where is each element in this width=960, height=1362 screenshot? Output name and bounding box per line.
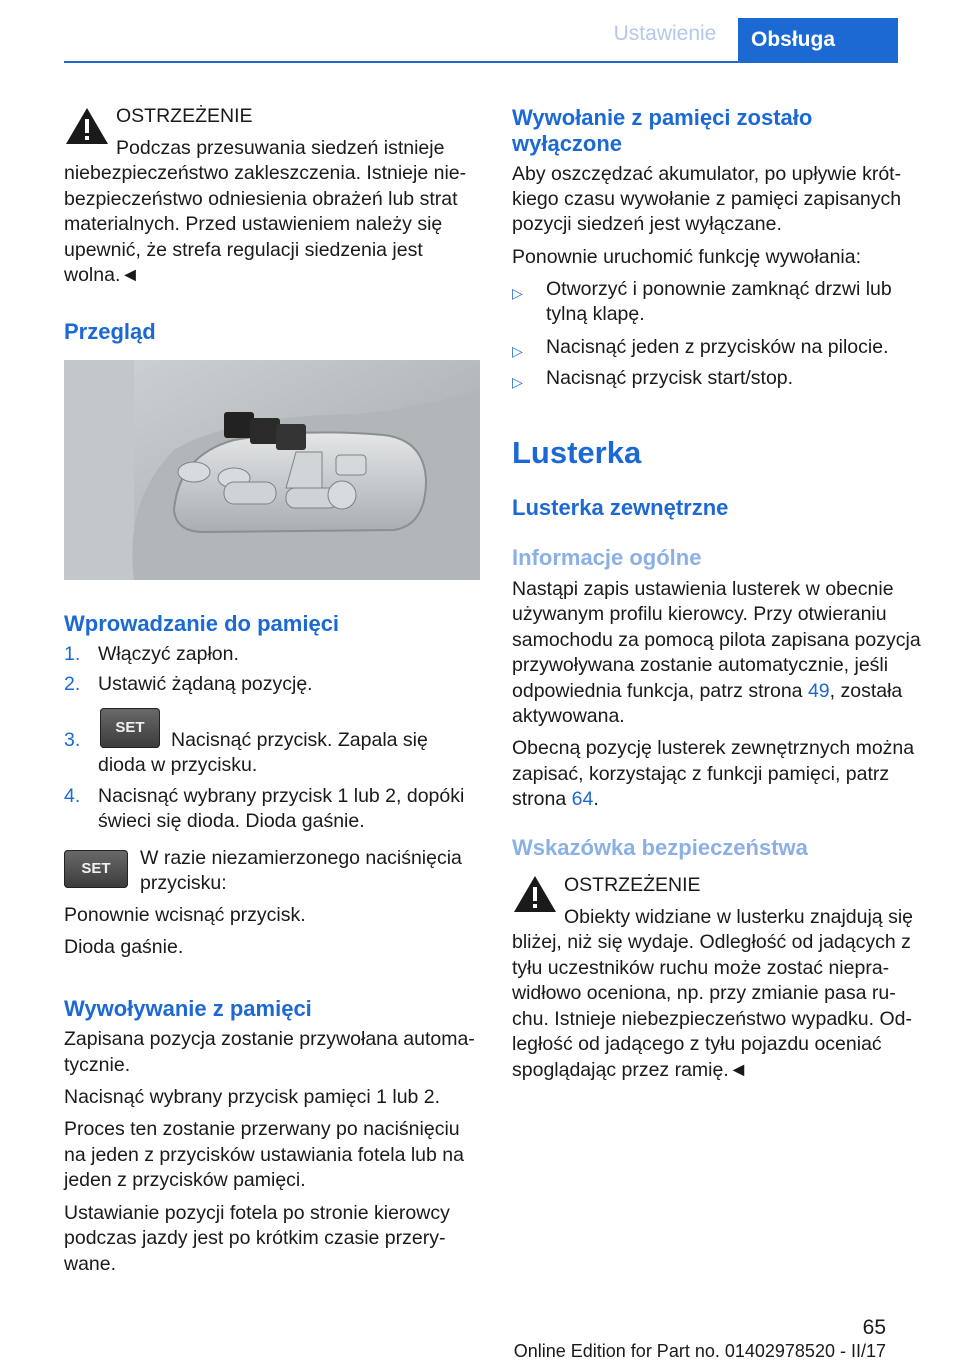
- overview-heading: Przegląd: [64, 319, 156, 344]
- recall-line: na jeden z przycisków ustawiania fotela lub na: [64, 1144, 464, 1166]
- set-note-line: przycisku:: [140, 872, 227, 894]
- general-line: Nastąpi zapis ustawienia lusterek w obecnie: [512, 578, 894, 600]
- recall-off-line: Ponownie uruchomić funkcję wywołania:: [512, 246, 862, 268]
- warning-line: Obiekty widziane w lusterku znajdują się: [564, 906, 914, 928]
- general-text: , została: [829, 680, 903, 702]
- header-section-label: Ustawienie: [613, 22, 717, 45]
- recall-off-heading: Wywołanie z pamięci zostało: [512, 105, 813, 130]
- warning-line: upewnić, że strefa regulacji siedzenia jest: [64, 239, 423, 261]
- warning-line: chu. Istnieje niebezpieczeństwo wypadku. Od‐: [512, 1008, 912, 1030]
- warning-title: OSTRZEŻENIE: [116, 105, 253, 127]
- warning-title: OSTRZEŻENIE: [564, 874, 701, 896]
- warning-line: ległość od jadącego z tyłu pojazdu oceniać: [512, 1033, 882, 1055]
- steps-list: [64, 642, 482, 842]
- recall-line: Proces ten zostanie przerwany po naciśnięciu: [64, 1118, 460, 1140]
- set-note-line: W razie niezamierzonego naciśnięcia: [140, 847, 462, 869]
- step-text: Nacisnąć przycisk. Zapala się: [171, 729, 428, 751]
- warning-line: materialnych. Przed ustawieniem należy się: [64, 213, 443, 235]
- bullet-triangle-icon: ▷: [512, 374, 523, 390]
- general-line: Obecną pozycję lusterek zewnętrznych można: [512, 737, 915, 759]
- mirrors-heading: Lusterka: [512, 435, 642, 470]
- safety-heading: Wskazówka bezpieczeństwa: [512, 835, 808, 860]
- recall-line: Zapisana pozycja zostanie przywołana automa‐: [64, 1028, 475, 1050]
- recall-line: jeden z przycisków pamięci.: [64, 1169, 306, 1191]
- warning-triangle-icon: [64, 106, 110, 146]
- warning-line: tyłu uczestników ruchu może zostać niepra‐: [512, 957, 890, 979]
- warning-line: wolna.◄: [64, 264, 140, 286]
- page-link-49[interactable]: 49: [807, 680, 830, 702]
- bullet-text: Nacisnąć przycisk start/stop.: [546, 367, 794, 389]
- set-button-label: SET: [81, 860, 111, 877]
- general-info-heading: Informacje ogólne: [512, 545, 702, 570]
- bullet-text: tylną klapę.: [546, 303, 645, 325]
- general-line: zapisać, korzystając z funkcji pamięci, patrz: [512, 763, 890, 785]
- bullet-triangle-icon: ▷: [512, 285, 523, 301]
- memory-heading: Wprowadzanie do pamięci: [64, 611, 340, 636]
- recall-off-heading: wyłączone: [512, 131, 623, 156]
- set-button-icon: [100, 708, 160, 748]
- bullet-list: [512, 277, 932, 397]
- step-text: Nacisnąć wybrany przycisk 1 lub 2, dopóki: [98, 785, 465, 807]
- recall-line: Ustawianie pozycji fotela po stronie kierowcy: [64, 1202, 450, 1224]
- recall-heading: Wywoływanie z pamięci: [64, 996, 312, 1021]
- recall-line: podczas jazdy jest po krótkim czasie przery‐: [64, 1227, 446, 1249]
- edition-line: Online Edition for Part no. 01402978520 - II/17: [513, 1341, 886, 1361]
- general-line: [512, 679, 902, 705]
- warning-line: widłowo oceniona, np. przy zmianie pasa ru‐: [512, 982, 896, 1004]
- step-text: Włączyć zapłon.: [98, 643, 239, 665]
- step-number: 1.: [64, 643, 81, 665]
- right-column: [512, 0, 932, 1300]
- bullet-text: Nacisnąć jeden z przycisków na pilocie.: [546, 336, 889, 358]
- general-text: strona: [512, 788, 572, 810]
- left-column: [64, 0, 482, 1300]
- recall-off-line: pozycji siedzeń jest wyłączane.: [512, 213, 782, 235]
- set-button-label: SET: [115, 719, 145, 736]
- page-number: 65: [862, 1316, 886, 1339]
- general-line: [512, 787, 599, 813]
- general-text: odpowiednia funkcja, patrz strona: [512, 680, 808, 702]
- general-line: aktywowana.: [512, 705, 625, 727]
- external-mirrors-heading: Lusterka zewnętrzne: [512, 495, 729, 520]
- warning-line: bezpieczeństwo odniesienia obrażeń lub strat: [64, 188, 458, 210]
- step-number: 3.: [64, 729, 81, 751]
- set-button-icon: [64, 850, 128, 888]
- recall-line: tycznie.: [64, 1054, 131, 1076]
- header-chapter-label: Obsługa: [750, 28, 835, 51]
- general-line: samochodu za pomocą pilota zapisana pozycja: [512, 629, 921, 651]
- warning-line: Podczas przesuwania siedzeń istnieje: [116, 137, 445, 159]
- general-text: .: [593, 788, 599, 810]
- page-link-64[interactable]: 64: [571, 788, 594, 810]
- step-number: 2.: [64, 673, 81, 695]
- warning-triangle-icon: [512, 874, 558, 914]
- recall-line: wane.: [64, 1253, 117, 1275]
- warning-line: spoglądając przez ramię.◄: [512, 1059, 749, 1081]
- general-line: używanym profilu kierowcy. Przy otwieraniu: [512, 603, 887, 625]
- step-text: Ustawić żądaną pozycję.: [98, 673, 313, 695]
- press-again-text: Ponownie wcisnąć przycisk.: [64, 904, 306, 926]
- bullet-triangle-icon: ▷: [512, 343, 523, 359]
- bullet-text: Otworzyć i ponownie zamknąć drzwi lub: [546, 278, 892, 300]
- step-text: dioda w przycisku.: [98, 754, 258, 776]
- warning-line: niebezpieczeństwo zakleszczenia. Istnieje nie‐: [64, 162, 467, 184]
- step-text: świeci się dioda. Dioda gaśnie.: [98, 810, 365, 832]
- recall-line: Nacisnąć wybrany przycisk pamięci 1 lub 2.: [64, 1086, 441, 1108]
- general-line: przywoływana zostanie automatycznie, jeśli: [512, 654, 889, 676]
- led-off-text: Dioda gaśnie.: [64, 936, 184, 958]
- recall-off-line: kiego czasu wywołanie z pamięci zapisanych: [512, 188, 902, 210]
- warning-line: bliżej, niż się wydaje. Odległość od jadących z: [512, 931, 911, 953]
- seat-controls-image: [64, 360, 480, 580]
- step-number: 4.: [64, 785, 81, 807]
- recall-off-line: Aby oszczędzać akumulator, po upływie krót‐: [512, 163, 902, 185]
